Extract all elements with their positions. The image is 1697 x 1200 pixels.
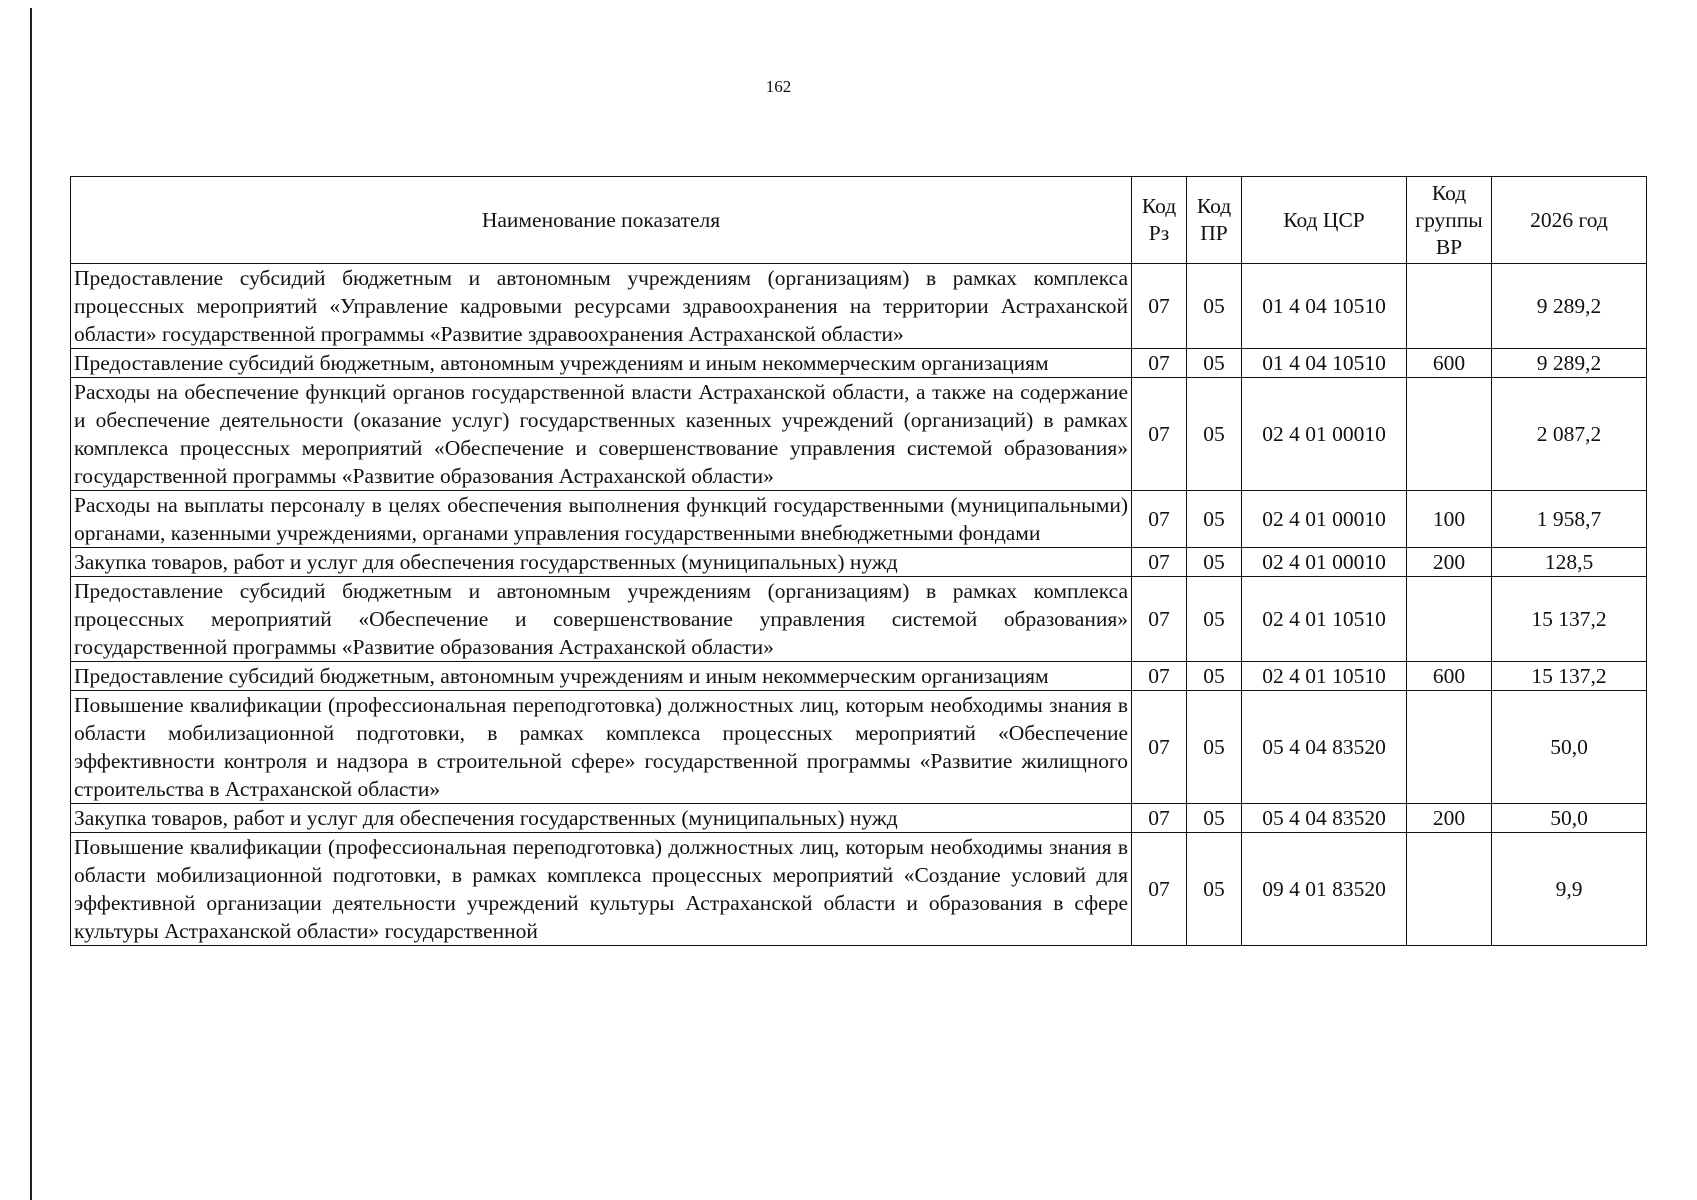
row-pr: 05: [1187, 349, 1242, 378]
row-pr: 05: [1187, 491, 1242, 548]
row-pr: 05: [1187, 833, 1242, 946]
row-vr: 100: [1407, 491, 1492, 548]
row-rz: 07: [1132, 349, 1187, 378]
row-amount: 9,9: [1492, 833, 1647, 946]
header-csr: Код ЦСР: [1242, 177, 1407, 264]
row-vr: [1407, 577, 1492, 662]
row-name: Предоставление субсидий бюджетным, автономным учреждениям и иным некоммерческим организациям: [71, 662, 1132, 691]
row-vr: 600: [1407, 662, 1492, 691]
row-amount: 2 087,2: [1492, 378, 1647, 491]
row-csr: 02 4 01 10510: [1242, 577, 1407, 662]
row-amount: 50,0: [1492, 691, 1647, 804]
row-vr: [1407, 691, 1492, 804]
page-number: 162: [765, 77, 792, 96]
row-name: Закупка товаров, работ и услуг для обеспечения государственных (муниципальных) нужд: [71, 804, 1132, 833]
row-csr: 02 4 01 10510: [1242, 662, 1407, 691]
row-vr: 200: [1407, 548, 1492, 577]
table-row: [71, 548, 1647, 577]
row-rz: 07: [1132, 804, 1187, 833]
row-csr: 09 4 01 83520: [1242, 833, 1407, 946]
header-year: 2026 год: [1492, 177, 1647, 264]
header-vr: Код группы ВР: [1407, 177, 1492, 264]
row-csr: 02 4 01 00010: [1242, 378, 1407, 491]
row-amount: 9 289,2: [1492, 349, 1647, 378]
row-vr: 600: [1407, 349, 1492, 378]
row-pr: 05: [1187, 691, 1242, 804]
row-csr: 01 4 04 10510: [1242, 264, 1407, 349]
row-rz: 07: [1132, 833, 1187, 946]
row-rz: 07: [1132, 548, 1187, 577]
row-vr: [1407, 264, 1492, 349]
binding-edge-line: [30, 8, 32, 1200]
row-name: Повышение квалификации (профессиональная переподготовка) должностных лиц, которым необходимы знания в области мобилизационной подготовки, в рамках комплекса процессных мероприятий «Обеспечение эффективности контроля и надзора в строительной сфере» государственной программы «Развитие жилищного строительства в Астраханской области»: [71, 691, 1132, 804]
row-amount: 50,0: [1492, 804, 1647, 833]
row-rz: 07: [1132, 264, 1187, 349]
table-row: [71, 691, 1647, 804]
row-csr: 05 4 04 83520: [1242, 691, 1407, 804]
row-pr: 05: [1187, 577, 1242, 662]
row-amount: 128,5: [1492, 548, 1647, 577]
row-name: Расходы на обеспечение функций органов государственной власти Астраханской области, а также на содержание и обеспечение деятельности (оказание услуг) государственных казенных учреждений (организаций) в рамках комплекса процессных мероприятий «Обеспечение и совершенствование управления системой образования» государственной программы «Развитие образования Астраханской области»: [71, 378, 1132, 491]
row-amount: 9 289,2: [1492, 264, 1647, 349]
row-pr: 05: [1187, 264, 1242, 349]
row-rz: 07: [1132, 378, 1187, 491]
row-vr: [1407, 833, 1492, 946]
header-name: Наименование показателя: [71, 177, 1132, 264]
table-row: [71, 378, 1647, 491]
row-csr: 01 4 04 10510: [1242, 349, 1407, 378]
budget-table: [70, 176, 1647, 946]
table-row: [71, 833, 1647, 946]
row-amount: 1 958,7: [1492, 491, 1647, 548]
row-vr: 200: [1407, 804, 1492, 833]
row-vr: [1407, 378, 1492, 491]
row-csr: 02 4 01 00010: [1242, 491, 1407, 548]
table-row: [71, 662, 1647, 691]
table-row: [71, 577, 1647, 662]
row-rz: 07: [1132, 491, 1187, 548]
table-header-row: [71, 177, 1647, 264]
row-csr: 05 4 04 83520: [1242, 804, 1407, 833]
row-amount: 15 137,2: [1492, 662, 1647, 691]
table-row: [71, 491, 1647, 548]
row-rz: 07: [1132, 691, 1187, 804]
row-name: Закупка товаров, работ и услуг для обеспечения государственных (муниципальных) нужд: [71, 548, 1132, 577]
row-name: Предоставление субсидий бюджетным и автономным учреждениям (организациям) в рамках комплекса процессных мероприятий «Управление кадровыми ресурсами здравоохранения на территории Астраханской области» государственной программы «Развитие здравоохранения Астраханской области»: [71, 264, 1132, 349]
row-name: Повышение квалификации (профессиональная переподготовка) должностных лиц, которым необходимы знания в области мобилизационной подготовки, в рамках комплекса процессных мероприятий «Создание условий для эффективной организации деятельности учреждений культуры Астраханской области и образования в сфере культуры Астраханской области» государственной: [71, 833, 1132, 946]
row-amount: 15 137,2: [1492, 577, 1647, 662]
row-rz: 07: [1132, 662, 1187, 691]
table-row: [71, 349, 1647, 378]
row-name: Расходы на выплаты персоналу в целях обеспечения выполнения функций государственными (муниципальными) органами, казенными учреждениями, органами управления государственными внебюджетными фондами: [71, 491, 1132, 548]
row-pr: 05: [1187, 378, 1242, 491]
row-rz: 07: [1132, 577, 1187, 662]
table-row: [71, 804, 1647, 833]
row-csr: 02 4 01 00010: [1242, 548, 1407, 577]
row-pr: 05: [1187, 804, 1242, 833]
table-row: [71, 264, 1647, 349]
header-pr: Код ПР: [1187, 177, 1242, 264]
header-rz: Код Рз: [1132, 177, 1187, 264]
row-pr: 05: [1187, 548, 1242, 577]
row-name: Предоставление субсидий бюджетным, автономным учреждениям и иным некоммерческим организациям: [71, 349, 1132, 378]
row-name: Предоставление субсидий бюджетным и автономным учреждениям (организациям) в рамках комплекса процессных мероприятий «Обеспечение и совершенствование управления системой образования» государственной программы «Развитие образования Астраханской области»: [71, 577, 1132, 662]
row-pr: 05: [1187, 662, 1242, 691]
